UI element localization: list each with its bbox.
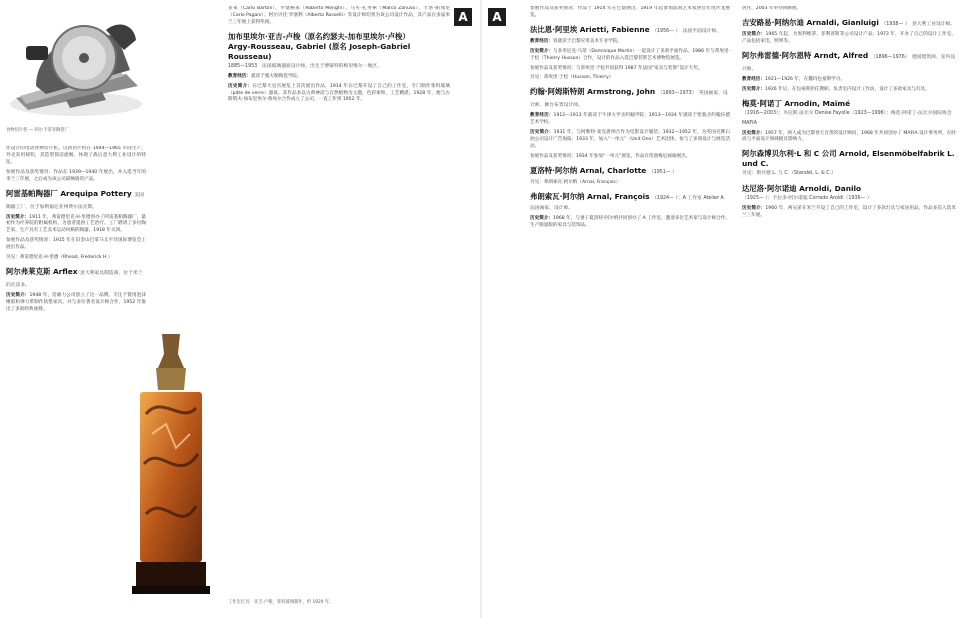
- arndt-edu-label: 教育经历：: [742, 76, 765, 82]
- argy-history-label: 历史简介：: [228, 83, 253, 89]
- entry-arnal-charlotte-en: Arnal, Charlotte: [579, 165, 647, 175]
- awards-text: 参展作品及获奖情况：作品在 1939—1940 年展出，并入选当年的米兰三年展，之后成为该公司最畅销的产品。: [6, 169, 146, 182]
- entry-arnoldi-en: Arnoldi, Danilo: [799, 184, 862, 194]
- entry-arnodin-cn: 梅莫·阿诺丁: [742, 98, 782, 108]
- right-col2-intro: 居住，2003 年举办回顾展。: [742, 6, 802, 11]
- entry-argy-cn: 加布里埃尔·亚吉-卢梭（原名约瑟夫-加布里埃尔·卢梭）: [228, 31, 410, 41]
- entry-elsen-sub: 另见：斯丹德 L. 与 C.（Standel, L. & C.）: [742, 171, 836, 177]
- entry-elsen-en: Arnold, Elsenmöbelfabrik L. und C.: [742, 149, 955, 169]
- arietti-awards: 参展作品及获奖情况：与蒂埃里·于松共同获得 1987 年法国“家具与装饰”设计大奖。: [530, 65, 703, 71]
- entry-arflex-heading: [6, 267, 146, 291]
- arnoldi-history-label: 历史简介：: [742, 206, 766, 212]
- armstrong-history: 1931 年，与阿勒特·麦克唐纳合作为电影设计服装；1932—1952 年，为英国壳牌石油公司设计广告海报；1933 年，加入“一单元”（Unit One）艺术团体，参与了多项设计与展览活动。: [530, 130, 730, 149]
- entry-arndt-cn: 阿尔弗雷德·阿尔恩特: [742, 50, 812, 60]
- arndt-history-label: 历史简介：: [742, 86, 765, 92]
- arnodin-history-label: 历史简介：: [742, 130, 766, 136]
- arequipa-history-label: 历史简介：: [6, 214, 30, 220]
- entry-arflex-sub: 意大利家具制造商，位于米兰的瓦雷多。: [6, 270, 143, 288]
- entry-arequipa-cn: 阿雷基帕陶器厂: [6, 188, 58, 198]
- entry-arnal-francois-sub2: 法国画家、设计师。: [530, 205, 574, 211]
- entry-arndt-sub: （1896—1976） 德国建筑师、室内设计师。: [742, 54, 956, 72]
- entry-arnal-charlotte-cn: 夏洛特·阿尔纳: [530, 165, 578, 175]
- entry-arietti-cn: 法比恩·阿里埃: [530, 24, 578, 34]
- entry-arnal-francois-en: Arnal, François: [587, 191, 650, 201]
- arnaldi-history-label: 历史简介：: [742, 31, 766, 37]
- arequipa-history: 1911 年，弗雷德里克·H·里德创办了阿雷基帕陶器厂，最初作为疗养院的附属机构，为患者提供工艺治疗。工厂聘请了多位陶艺家，生产具有工艺美术运动风格的陶器，1918 年关闭。: [6, 214, 146, 234]
- arnal-francois-history-label: 历史简介：: [530, 215, 553, 221]
- armstrong-history-label: 历史简介：: [530, 130, 554, 136]
- entry-arnoldi-heading: [742, 184, 956, 204]
- armstrong-edu-label: 教育经历：: [530, 113, 554, 119]
- entry-arietti-heading: [530, 25, 730, 37]
- entry-arequipa-sub: 美国陶器工厂，位于加利福尼亚州费尔法克斯。: [6, 192, 144, 210]
- right-intro: 参展作品及获奖情况：作品于 1914 年在巴黎展出，1919 年起参加法国艺术家协会年度沙龙展览。: [530, 6, 730, 18]
- left-column-1: [6, 146, 146, 614]
- entry-arnaldi-sub: （1938— ） 意大利工业设计师。: [881, 21, 956, 27]
- entry-arnal-francois-sub: （1924— ）；A 工作室 Atelier A: [652, 195, 724, 201]
- arnoldi-history: 1960 年，两兄弟在米兰开设了自己的工作室，设计了多款灯具与家居用品，作品多次入选米兰三年展。: [742, 206, 956, 219]
- lamp-photo: [132, 324, 210, 596]
- entry-arndt-en: Arndt, Alfred: [813, 50, 869, 60]
- entry-argy-sub: 1885—1953 法国玻璃器皿设计师，出生于博蒙特的梅里维尔一地区。: [228, 63, 382, 69]
- entry-argy-heading: [228, 32, 450, 72]
- arflex-history: 1948 年，倍耐力公司创立了这一品牌，专注于使用泡沫橡胶和弹力带制作软垫家具，并与多位著名设计师合作，1952 年推出了多款经典座椅。: [6, 292, 146, 312]
- arnal-charlotte-see: 另见：弗朗索瓦·阿尔纳（Arnal, François）: [530, 179, 621, 185]
- lamp-caption: 工作室灯具：亚吉-卢梭，浆料玻璃制作，约 1929 年。: [228, 600, 334, 605]
- left-column-2: [228, 6, 450, 322]
- entry-arnaldi-en: Arnaldi, Gianluigi: [806, 17, 879, 27]
- right-column-2: [742, 6, 956, 614]
- entry-arnoldi-cn: 达尼洛·阿尔诺迪: [742, 184, 797, 194]
- entry-armstrong-sub: （1893—1973） 英国画家、设计师、舞台布景设计师。: [530, 91, 728, 109]
- entry-arnodin-sub: （1916—2003）；丹尼斯·法尤尔 Denise Fayolle（1923—1996）；梅莫·阿诺丁-法尤尔国际协会 MAFIA: [742, 110, 952, 126]
- entry-arflex-cn: 阿尔弗莱克斯: [6, 266, 51, 276]
- entry-arnodin-en: Arnodin, Maïmé: [784, 98, 851, 108]
- food-slicer-caption: 食物切片机 — 阿尔卡蒂亚陶瓷厂: [6, 128, 69, 133]
- intro-text: 作设计的电动食物切片机。这款切片机在 1944—1965 年间生产，外壳采用铸铝，其造型简洁流畅，体现了战后意大利工业设计的特征。: [6, 146, 146, 165]
- entry-arietti-sub: （1956— ） 法国平面设计师。: [652, 28, 722, 34]
- letter-tab-left: A: [454, 8, 472, 26]
- food-slicer-icon: [6, 6, 146, 124]
- right-column-1: [530, 6, 730, 614]
- entry-arflex-en: Arflex: [52, 266, 78, 276]
- entry-arnoldi-sub: （1925— ）；卡拉多·阿尔诺迪 Corrado Aroldi（1936— ）: [742, 196, 872, 202]
- arnaldi-history: 1965 年起，为奥利维蒂、菲利普斯等公司设计产品；1973 年，开办了自己的设计工作室，产品包括家电、照明等。: [742, 31, 956, 44]
- entry-arndt-heading: [742, 51, 956, 75]
- argy-edu-label: 教育经历：: [228, 73, 251, 79]
- arnal-francois-history: 1968 年，与妻子夏洛特·阿尔纳共同创办了 A 工作室，邀请多位艺术家与设计师合作，生产限量版的家具与装饰品。: [530, 215, 730, 228]
- entry-arequipa-heading: [6, 189, 146, 213]
- entry-arnaldi-heading: [742, 18, 956, 30]
- arequipa-awards: 参展作品及获奖情况：1915 年在旧金山巴拿马太平洋国际博览会上展出作品。: [6, 238, 146, 251]
- arndt-history: 1926 年后，在包豪斯担任教职，负责室内设计工作坊，设计了多款家具与灯具。: [764, 86, 930, 92]
- arietti-history: 与多米尼克·马蒂（Dominique Martin）一起设计了多款平面作品，1986 年与蒂埃里·于松（Thierry Husson）合作，设计的作品入选巴黎装饰艺术博物馆展览。: [530, 48, 730, 61]
- arflex-designers: 多莱（Carlo Bartoli）、罗塞格莱（Roberto Menghi）、马可·扎努索（Marco Zanuso）、卡洛·帕加尼（Carlo Pagani）、阿尔贝托·罗塞利（Alberto Rosselli）等设计师均曾为该公司设计作品，其产品在多届米兰三年展上获得奖项。: [228, 6, 450, 25]
- letter-tab-right: A: [488, 8, 506, 26]
- entry-armstrong-cn: 约翰·阿姆斯特朗: [530, 87, 585, 97]
- arndt-edu: 1921—1926 年，在魏玛包豪斯学习。: [764, 76, 845, 82]
- entry-arnaldi-cn: 吉安路易·阿纳尔迪: [742, 17, 804, 27]
- entry-elsen-heading: [742, 149, 956, 179]
- arflex-history-label: 历史简介：: [6, 292, 30, 298]
- armstrong-awards: 参展作品及获奖情况：1934 年参加“一单元”展览，作品在伦敦梅厄画廊展出。: [530, 153, 691, 159]
- entry-armstrong-heading: [530, 87, 730, 111]
- entry-arnal-francois-cn: 弗朗索瓦·阿尔纳: [530, 191, 585, 201]
- arietti-see: 另见：蒂埃里·于松（Husson, Thierry）: [530, 75, 614, 81]
- arietti-history-label: 历史简介：: [530, 48, 554, 54]
- entry-arnodin-heading: [742, 99, 956, 129]
- argy-history: 在巴黎大皇宫展览上首次展出作品，1914 年在巴黎开设了自己的工作室，专门制作浆料玻璃（pâte de verre）器皿。其作品多以古典神话与自然植物为主题，色彩柔和，工艺精湛。1928 年，他与古斯塔夫-加布里埃尔·鲁埃尔合作成立了公司，一直工作到 1952 年。: [228, 83, 450, 103]
- food-slicer-photo: [6, 6, 146, 124]
- entry-arnal-charlotte-heading: [530, 166, 730, 178]
- entry-elsen-cn: 阿尔森博贝尔利·L 和 C 公司: [742, 149, 837, 159]
- entry-argy-en: Argy-Rousseau, Gabriel (原名 Joseph-Gabriel Rousseau): [228, 41, 411, 61]
- arietti-edu-label: 教育经历：: [530, 38, 553, 44]
- entry-arequipa-en: Arequipa Pottery: [60, 188, 132, 198]
- entry-armstrong-en: Armstrong, John: [587, 87, 656, 97]
- armstrong-edu: 1912—1913 年就读于牛津大学圣约翰学院；1913—1924 年就读于伦敦圣约翰伍德艺术学校。: [530, 113, 730, 126]
- entry-arietti-en: Arietti, Fabienne: [579, 24, 650, 34]
- glass-lamp-icon: [132, 324, 210, 596]
- arnodin-history: 1957 年，两人成为巴黎春天百货的设计顾问，1968 年共同创办了 MAFIA 设计事务所，在时尚与平面设计领域极具影响力。: [742, 130, 956, 143]
- arequipa-see-also: 另见：弗雷德里克·H·里德（Rhead, Frederick H.）: [6, 255, 113, 261]
- page-gutter: [480, 0, 482, 618]
- argy-edu: 就读于塞夫勒陶瓷学院。: [250, 73, 302, 79]
- entry-arnal-charlotte-sub: （1951— ）: [648, 169, 677, 175]
- entry-arnal-francois-heading: [530, 192, 730, 214]
- arietti-edu: 曾就读于巴黎应用美术专业学院。: [552, 38, 622, 44]
